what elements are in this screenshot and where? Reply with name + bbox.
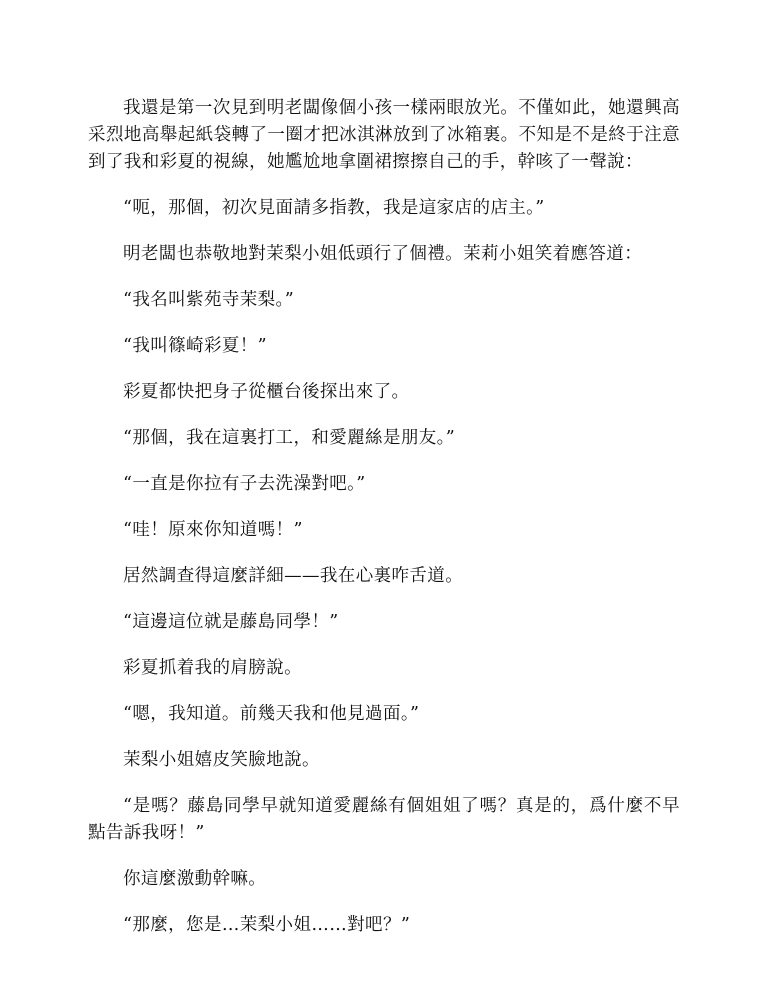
- paragraph-5: “我叫篠崎彩夏！”: [123, 336, 267, 356]
- paragraph-14: 茉梨小姐嬉皮笑臉地說。: [123, 750, 320, 770]
- paragraph-13: “嗯，我知道。前幾天我和他見過面。”: [123, 704, 420, 724]
- paragraph-9: “哇！原來你知道嗎！”: [123, 520, 303, 540]
- paragraph-6: 彩夏都快把身子從櫃台後探出來了。: [123, 382, 410, 402]
- paragraph-3: 明老闆也恭敬地對茉梨小姐低頭行了個禮。茉莉小姐笑着應答道：: [123, 244, 643, 264]
- paragraph-4: “我名叫紫苑寺茉梨。”: [123, 290, 295, 310]
- paragraph-11: “這邊這位就是藤島同學！”: [123, 612, 339, 632]
- paragraph-10: 居然調查得這麼詳細——我在心裏咋舌道。: [123, 566, 464, 586]
- paragraph-7: “那個，我在這裏打工，和愛麗絲是朋友。”: [123, 428, 456, 448]
- document-page: [88, 95, 680, 939]
- paragraph-15: “是嗎？藤島同學早就知道愛麗絲有個姐姐了嗎？真是的，爲什麼不早點告訴我呀！”: [88, 796, 680, 843]
- paragraph-12: 彩夏抓着我的肩膀說。: [123, 658, 302, 678]
- paragraph-16: 你這麼激動幹嘛。: [123, 869, 267, 889]
- paragraph-8: “一直是你拉有子去洗澡對吧。”: [123, 474, 366, 494]
- paragraph-2: “呃，那個，初次見面請多指教，我是這家店的店主。”: [123, 198, 545, 218]
- paragraph-1: 我還是第一次見到明老闆像個小孩一樣兩眼放光。不僅如此，她還興高采烈地高舉起紙袋轉了一圈才把冰淇淋放到了冰箱裏。不知是不是終于注意到了我和彩夏的視線，她尷尬地拿圍裙擦擦自己的手，幹咳了一聲說：: [88, 98, 680, 172]
- paragraph-17: “那麼，您是…茉梨小姐……對吧？”: [123, 915, 411, 935]
